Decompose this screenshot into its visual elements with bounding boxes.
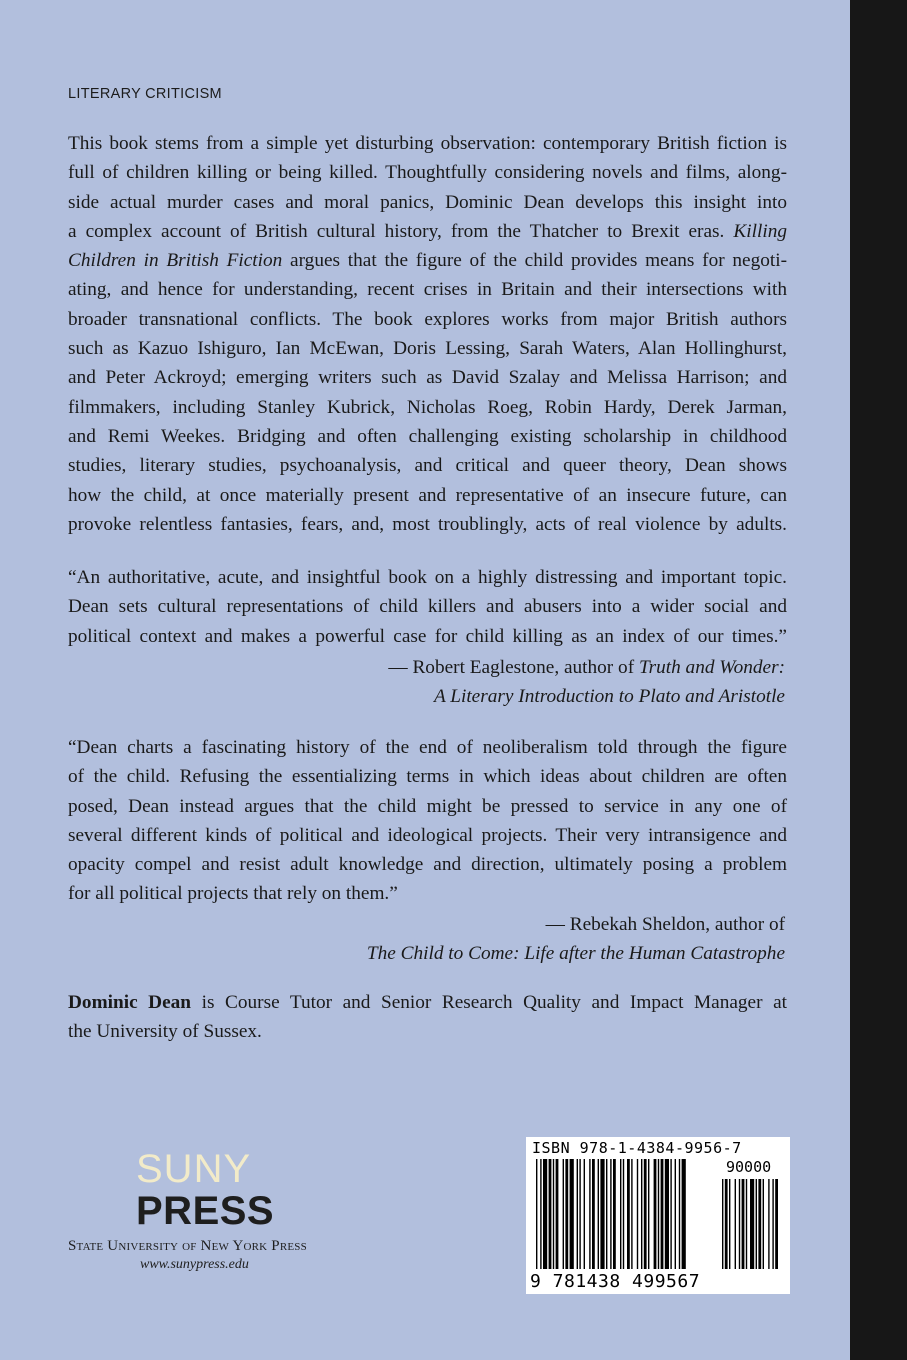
cited-book-title: A Literary Introduction to Plato and Aristotle [434,686,785,708]
cited-book-title: The Child to Come: Life after the Human Catastrophe [366,943,785,965]
book-title-italic: Killing [733,220,787,242]
blurb-line: filmmakers, including Stanley Kubrick, Nicholas Roeg, Robin Hardy, Derek Jarman, [68,396,787,418]
barcode-bars [526,1159,790,1274]
quote-line: “Dean charts a fascinating history of the end of neoliberalism told through the figure [68,737,787,758]
book-title-italic: Children in British Fiction [68,250,283,272]
book-spine-edge [850,0,907,1360]
press-wordmark: PRESS [136,1189,275,1233]
endorsement-quote-2 [68,733,787,909]
blurb-line: side actual murder cases and moral panics, Dominic Dean develops this insight into [68,191,787,213]
publisher-url: www.sunypress.edu [140,1257,249,1272]
quote-line: opacity compel and resist adult knowledge and direction, ultimately posing a problem [68,854,787,876]
cited-book-title: Truth and Wonder: [638,657,785,678]
book-description [68,129,787,539]
quote-line: several different kinds of political and ideological projects. Their very intransigence and [68,824,787,846]
blurb-line: a complex account of British cultural history, from the Thatcher to Brexit eras. Killing [68,220,787,242]
blurb-line: and Remi Weekes. Bridging and often challenging existing scholarship in childhood [68,425,787,447]
blurb-line: studies, literary studies, psychoanalysis, and critical and queer theory, Dean shows [68,455,787,477]
quote-line: posed, Dean instead argues that the child might be pressed to service in any one of [68,795,787,817]
blurb-line: provoke relentless fantasies, fears, and, most troublingly, acts of real violence by adults. [68,513,787,535]
blurb-line: how the child, at once materially present and representative of an insecure future, can [68,484,787,506]
quote-line: political context and makes a powerful case for child killing as an index of our times.” [68,625,787,647]
endorsement-quote-1 [68,563,787,651]
quote-line: for all political projects that rely on them.” [68,883,398,905]
isbn-barcode [526,1137,790,1294]
category-label: LITERARY CRITICISM [68,86,222,102]
blurb-line: ating, and hence for understanding, recent crises in Britain and their intersections with [68,279,787,301]
isbn-label: ISBN 978-1-4384-9956-7 [532,1139,742,1157]
author-bio: Dominic Dean is Course Tutor and Senior Research Quality and Impact Manager at the University of Sussex. [68,992,787,1043]
blurb-line: and Peter Ackroyd; emerging writers such as David Szalay and Melissa Harrison; and [68,367,787,389]
quote-line: “An authoritative, acute, and insightful book on a highly distressing and important topic. [68,567,787,588]
quote-line: Dean sets cultural representations of child killers and abusers into a wider social and [68,596,787,618]
endorsement-attribution-2: — Rebekah Sheldon, author of The Child to Come: Life after the Human Catastrophe [366,914,785,965]
publisher-full-name: State University of New York Press [68,1238,307,1254]
author-name: Dominic Dean [68,992,192,1013]
publisher-logo [68,1148,307,1273]
blurb-line: Children in British Fiction argues that the figure of the child provides means for negoti- [68,250,788,272]
endorsement-attribution-1: — Robert Eaglestone, author of Truth and Wonder: A Literary Introduction to Plato and Aristotle [388,657,785,708]
suny-wordmark: SUNY [136,1147,252,1191]
blurb-line: This book stems from a simple yet disturbing observation: contemporary British fiction is [68,133,787,154]
blurb-line: broader transnational conflicts. The book explores works from major British authors [68,308,787,330]
barcode-digits: 9 781438 499567 [530,1271,701,1292]
quote-line: of the child. Refusing the essentializing terms in which ideas about children are often [68,766,787,788]
blurb-line: such as Kazuo Ishiguro, Ian McEwan, Doris Lessing, Sarah Waters, Alan Hollinghurst, [68,338,787,360]
price-code: 90000 [726,1158,772,1176]
blurb-line: full of children killing or being killed. Thoughtfully considering novels and films, along- [68,162,787,184]
